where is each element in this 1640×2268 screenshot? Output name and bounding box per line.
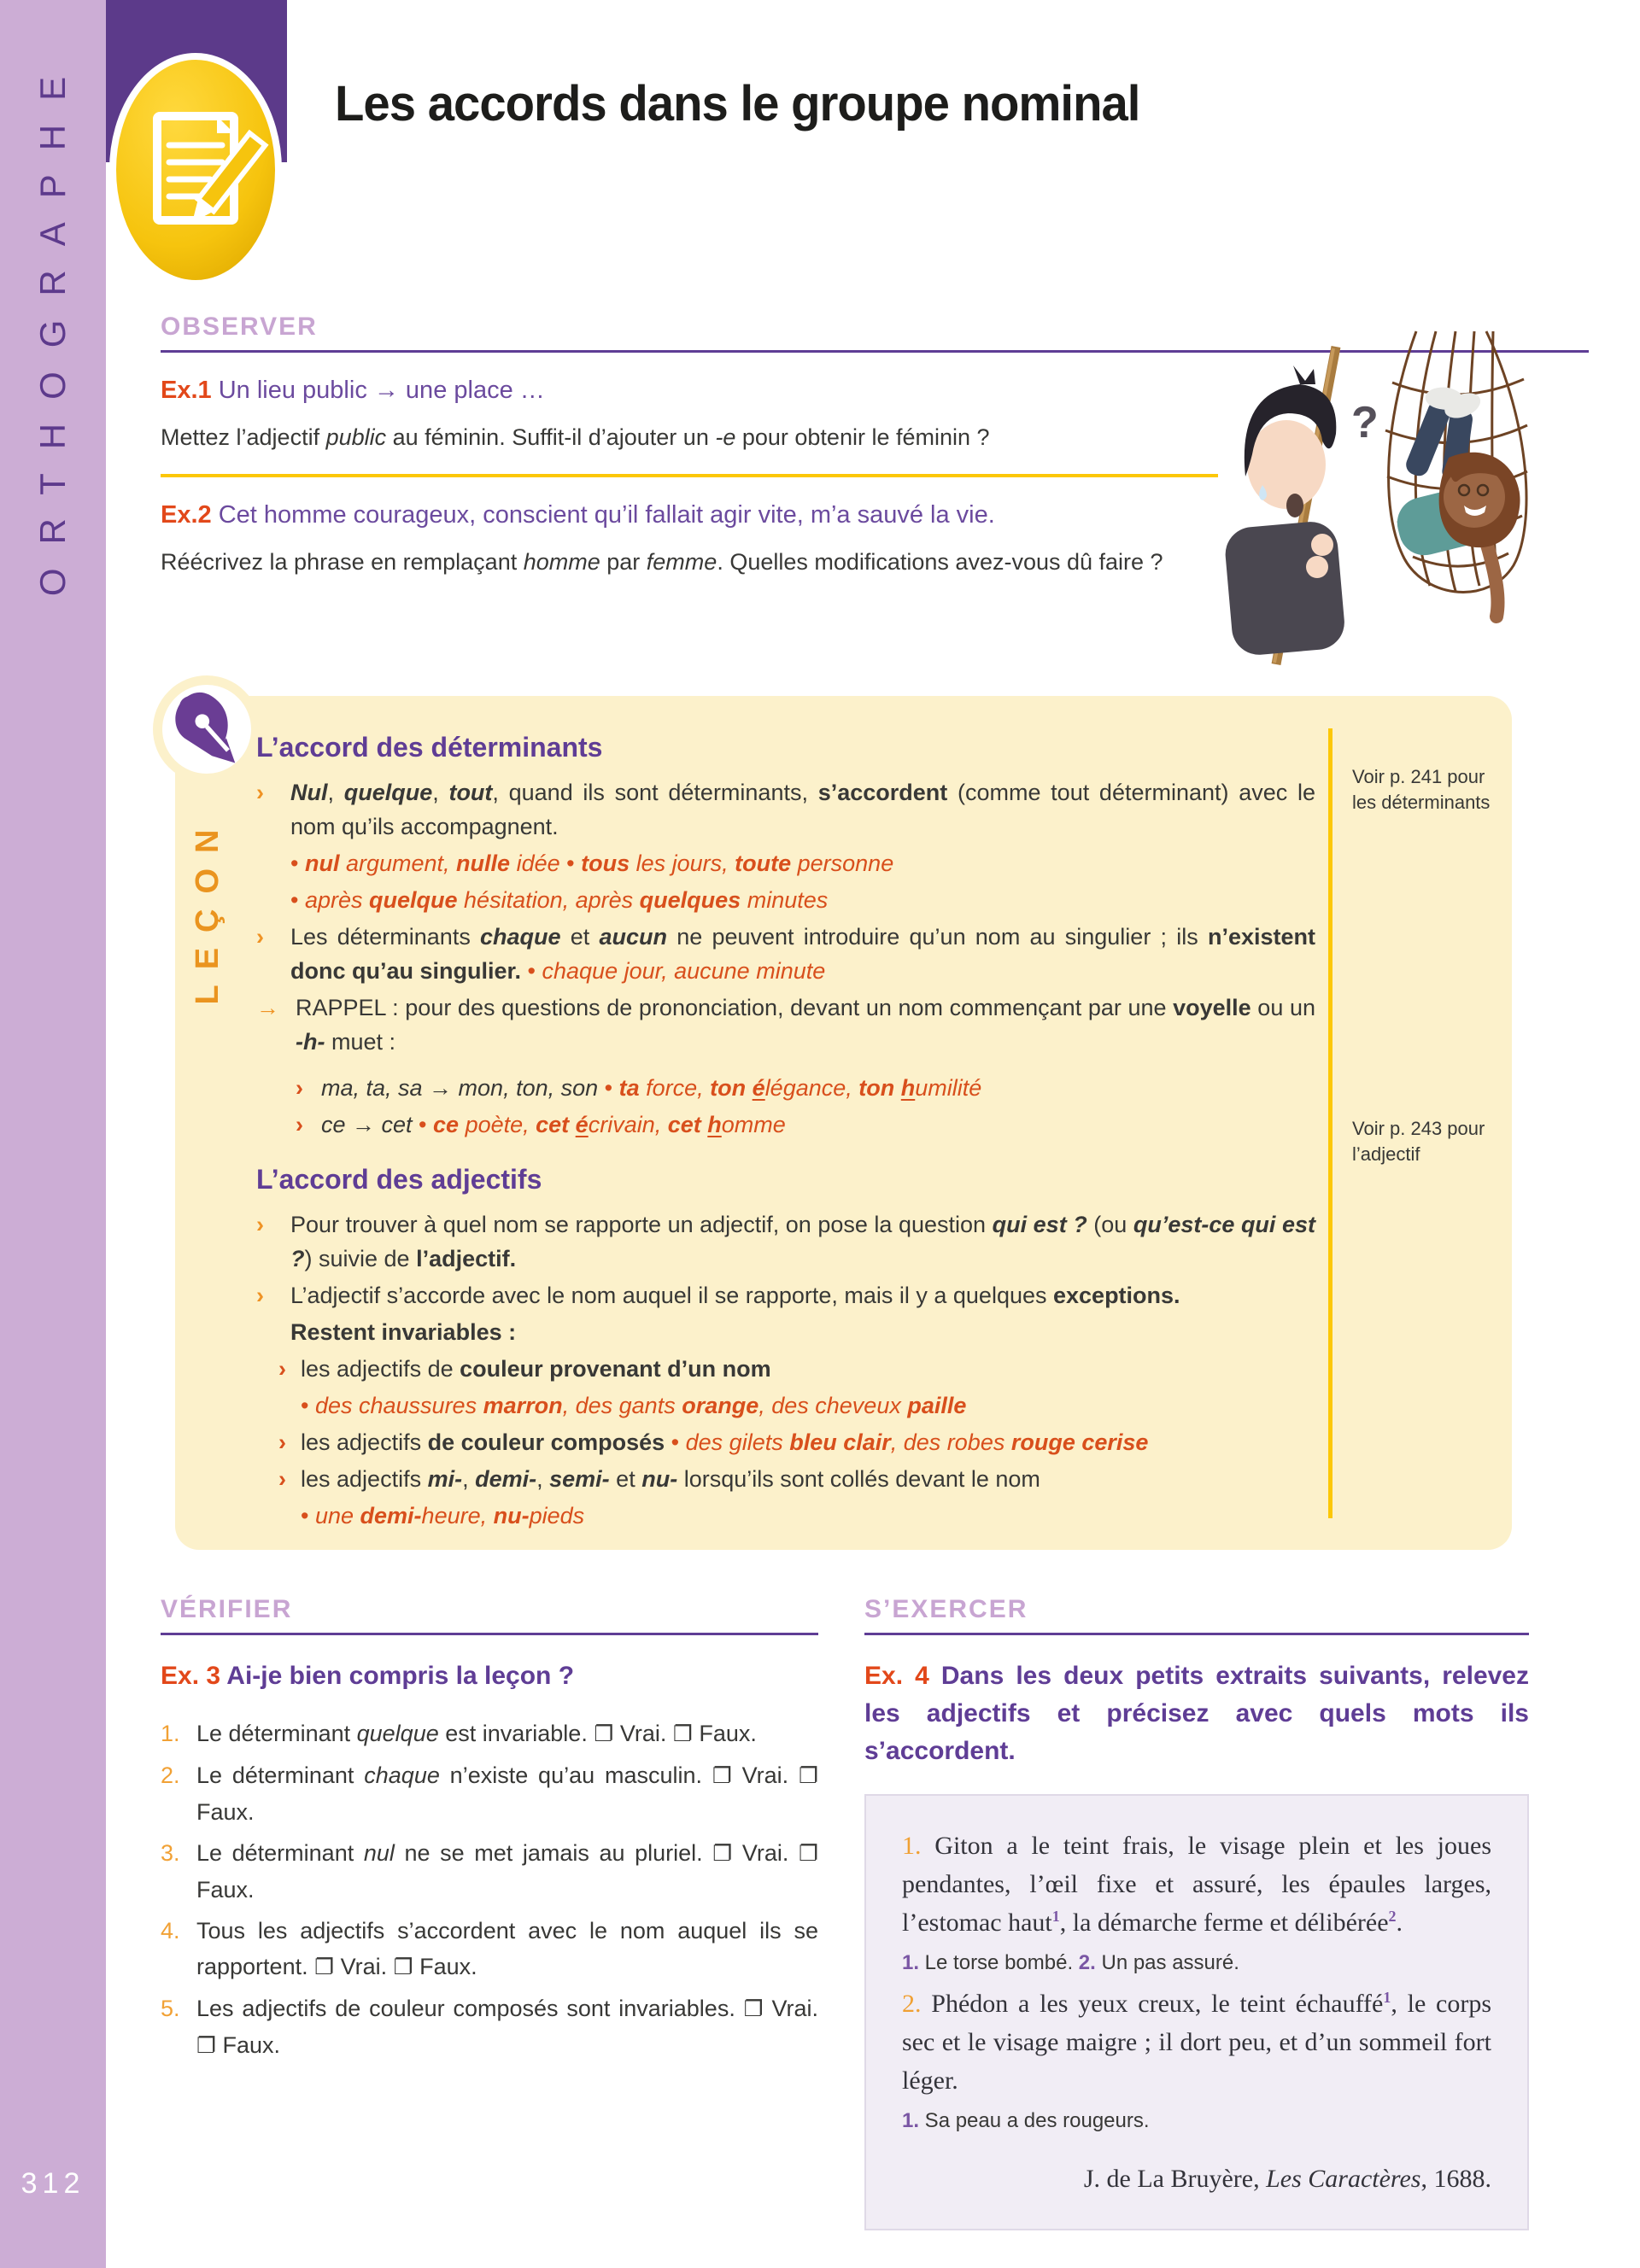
text-segment: -e xyxy=(715,424,736,450)
text-segment: Dans les deux petits extraits suivants, relevez les adjectifs et précisez avec quels mots ils s’accordent. xyxy=(864,1662,1529,1765)
verifier-section-label: VÉRIFIER xyxy=(161,1595,818,1635)
text-segment: l’adjectif. xyxy=(416,1246,517,1271)
text-segment: Les Caractères xyxy=(1266,2165,1421,2193)
text-segment: demi- xyxy=(475,1466,537,1492)
lesson-heading-adjectifs: L’accord des adjectifs xyxy=(256,1164,542,1195)
exercise-3-heading xyxy=(161,1657,818,1695)
text-segment: , xyxy=(327,780,344,805)
lesson-rule-item xyxy=(256,1388,1315,1423)
pen-nib-icon xyxy=(153,675,261,783)
text-segment: quelque xyxy=(369,887,458,913)
sexercer-section xyxy=(864,1595,1529,2230)
chevron-marker-icon: › xyxy=(256,780,264,805)
lesson-cross-reference-2: Voir p. 243 pour l’adjectif xyxy=(1352,1118,1485,1165)
text-segment: • xyxy=(604,1075,619,1101)
text-segment: -h- xyxy=(296,1029,325,1055)
text-segment: qui est ? xyxy=(992,1212,1087,1237)
text-segment: • xyxy=(521,958,542,984)
text-segment: Nul xyxy=(290,780,328,805)
text-segment: , 1688. xyxy=(1420,2165,1491,2193)
text-segment: Ex. 3 xyxy=(161,1662,227,1690)
text-segment: , des robes xyxy=(890,1429,1011,1455)
text-segment: les adjectifs xyxy=(301,1466,428,1492)
text-segment: , la démarche ferme et délibérée xyxy=(1059,1909,1389,1937)
text-segment: Les déterminants xyxy=(290,924,481,950)
text-segment: ❐ xyxy=(743,1996,764,2022)
chevron-marker-icon: › xyxy=(278,1429,286,1455)
text-segment: • xyxy=(419,1112,434,1137)
lesson-rule-item xyxy=(256,883,1315,917)
lesson-rule-item xyxy=(256,1425,1315,1459)
true-false-item xyxy=(161,1913,818,1985)
text-segment: Les adjectifs de couleur composés sont invariables. xyxy=(196,1996,744,2021)
text-segment: couleur provenant d’un nom xyxy=(460,1356,771,1382)
text-segment: s’accordent xyxy=(817,780,948,805)
document-pencil-icon xyxy=(109,51,284,289)
text-segment: cet xyxy=(536,1112,576,1137)
text-segment: crivain, xyxy=(588,1112,668,1137)
quote-paragraphs xyxy=(902,1827,1491,2136)
lesson-content xyxy=(256,732,1315,1535)
text-segment: au féminin. Suffit-il d’ajouter un xyxy=(386,424,716,450)
text-segment: rouge cerise xyxy=(1010,1429,1149,1455)
text-segment: , xyxy=(432,780,449,805)
text-segment: nul xyxy=(304,850,340,876)
text-segment: • xyxy=(665,1429,686,1455)
text-segment: • xyxy=(290,887,305,913)
text-segment: est invariable. xyxy=(438,1721,594,1746)
text-segment: • xyxy=(301,1393,315,1418)
text-segment: les adjectifs xyxy=(301,1429,428,1455)
text-segment: ne peuvent introduire qu’un nom au singulier ; ils xyxy=(667,924,1208,950)
text-segment: Vrai. xyxy=(334,1954,394,1979)
text-segment: des chaussures xyxy=(314,1393,483,1418)
text-segment: RAPPEL : pour des questions de prononciation, devant un nom commençant par une xyxy=(296,995,1174,1020)
exercise-4-heading xyxy=(864,1657,1529,1770)
lesson-cross-reference-1: Voir p. 241 pour les déterminants xyxy=(1352,766,1491,813)
chevron-marker-icon: › xyxy=(256,1212,264,1237)
text-segment: Le déterminant xyxy=(196,1840,364,1866)
text-segment: Faux. xyxy=(196,1799,255,1825)
chevron-marker-icon: › xyxy=(256,924,264,950)
text-segment: chaque xyxy=(364,1762,440,1788)
lesson-rule-item xyxy=(256,1207,1315,1276)
sexercer-section-label: S’EXERCER xyxy=(864,1595,1529,1635)
lesson-heading-determinants: L’accord des déterminants xyxy=(256,732,603,763)
text-segment: 2. xyxy=(1078,1951,1096,1974)
text-segment: voyelle xyxy=(1173,995,1251,1020)
lesson-rule-item xyxy=(256,991,1315,1059)
text-segment: par xyxy=(600,549,647,575)
text-segment: , xyxy=(462,1466,476,1492)
text-segment: Pour trouver à quel nom se rapporte un adjectif, on pose la question xyxy=(290,1212,993,1237)
lesson-rule-item xyxy=(256,1108,1315,1142)
lecon-vertical-label: LEÇON xyxy=(190,814,226,1005)
text-segment: ❐ xyxy=(393,1955,413,1980)
text-segment: paille xyxy=(907,1393,967,1418)
text-segment: exceptions. xyxy=(1053,1283,1180,1308)
text-segment: Vrai. xyxy=(732,1840,799,1866)
lesson-box xyxy=(175,696,1512,1550)
text-segment: semi- xyxy=(549,1466,610,1492)
text-segment: lorsqu’ils sont collés devant le nom xyxy=(677,1466,1040,1492)
text-segment: et xyxy=(560,924,600,950)
text-segment: Vrai. xyxy=(763,1996,819,2021)
text-segment: quelque xyxy=(343,780,433,805)
chevron-marker-icon: › xyxy=(296,1075,303,1101)
quote-paragraph xyxy=(902,1827,1491,1942)
exercise-2-instruction xyxy=(161,544,1215,580)
text-segment: Mettez l’adjectif xyxy=(161,424,326,450)
text-segment: homme xyxy=(523,549,600,575)
true-false-item xyxy=(161,1716,818,1752)
text-segment: Sa peau a des rougeurs. xyxy=(919,2109,1150,2132)
text-segment: J. de La Bruyère, xyxy=(1083,2165,1267,2193)
text-segment: qu’est-ce qui est ? xyxy=(290,1212,1315,1271)
quote-paragraph xyxy=(902,1984,1491,2100)
text-segment: . Quelles modifications avez-vous dû faire ? xyxy=(717,549,1163,575)
text-segment: ❐ xyxy=(594,1721,614,1747)
text-segment: • xyxy=(301,1503,315,1529)
text-segment: Faux. xyxy=(216,2032,281,2058)
text-segment: public xyxy=(325,424,387,450)
text-segment: chaque jour, aucune minute xyxy=(542,958,826,984)
arrow-marker-icon: → xyxy=(256,995,279,1020)
item-number: 3. xyxy=(161,1840,180,1866)
text-segment: toute xyxy=(735,850,792,876)
true-false-list xyxy=(161,1716,818,2064)
text-segment: ta xyxy=(618,1075,640,1101)
question-mark-label: ? xyxy=(1351,398,1379,447)
lesson-list-adjectifs xyxy=(256,1207,1315,1533)
lesson-rule-item xyxy=(256,1462,1315,1496)
true-false-item xyxy=(161,1757,818,1830)
text-segment: minutes xyxy=(741,887,829,913)
text-segment: chaque xyxy=(480,924,561,950)
text-segment: • xyxy=(290,850,305,876)
text-segment: Réécrivez la phrase en remplaçant xyxy=(161,549,524,575)
text-segment: (ou xyxy=(1086,1212,1133,1237)
text-segment: L’adjectif s’accorde avec le nom auquel il se rapporte, mais il y a quelques xyxy=(290,1283,1053,1308)
text-segment: (comme tout déterminant) avec le nom qu’ils accompagnent. xyxy=(290,780,1315,839)
text-segment: , le corps sec et le visage maigre ; il dort peu, et d’un sommeil fort léger. xyxy=(902,1990,1491,2095)
text-segment: nu- xyxy=(493,1503,530,1529)
text-segment: orange xyxy=(682,1393,759,1418)
text-segment: argument, xyxy=(339,850,457,876)
boy-and-net-illustration xyxy=(1192,330,1558,673)
text-segment: Vrai. xyxy=(731,1762,799,1788)
sidebar xyxy=(0,0,106,2268)
text-segment: nul xyxy=(363,1840,395,1866)
text-segment: é xyxy=(752,1075,765,1101)
text-segment: tous xyxy=(581,850,630,876)
lesson-rule-item xyxy=(256,1499,1315,1533)
true-false-item xyxy=(161,1990,818,2064)
item-number: 5. xyxy=(161,1996,180,2021)
text-segment: 1. xyxy=(902,1951,920,1974)
quote-paragraph xyxy=(902,1949,1491,1978)
text-segment: de couleur composés xyxy=(427,1429,665,1455)
text-segment: Faux. xyxy=(692,1721,757,1746)
chevron-marker-icon: › xyxy=(256,1283,264,1308)
text-segment: Restent invariables : xyxy=(290,1319,517,1345)
text-segment: Ai-je bien compris la leçon ? xyxy=(226,1662,575,1690)
text-segment: Ex. 4 xyxy=(864,1662,941,1690)
text-segment: ❐ xyxy=(672,1721,693,1747)
text-segment: pieds xyxy=(529,1503,585,1529)
text-segment: heure, xyxy=(421,1503,494,1529)
text-segment: des gilets xyxy=(685,1429,790,1455)
true-false-item xyxy=(161,1835,818,1908)
item-number: 4. xyxy=(161,1918,180,1944)
quote-box xyxy=(864,1794,1529,2230)
text-segment: ❐ xyxy=(712,1763,732,1789)
text-segment: Le déterminant xyxy=(196,1762,365,1788)
quote-attribution xyxy=(902,2160,1491,2198)
text-segment: aucun xyxy=(599,924,668,950)
exercise-1-instruction xyxy=(161,419,1215,455)
text-segment: Faux. xyxy=(413,1954,477,1979)
lesson-rule-item xyxy=(256,1315,1315,1349)
text-segment: idée xyxy=(510,850,567,876)
text-segment: Vrai. xyxy=(613,1721,673,1746)
text-segment: . xyxy=(1396,1909,1403,1937)
text-segment: mi- xyxy=(427,1466,463,1492)
text-segment: Cet homme courageux, conscient qu’il fallait agir vite, m’a sauvé la vie. xyxy=(218,501,995,529)
quote-paragraph xyxy=(902,2107,1491,2136)
text-segment: quelque xyxy=(356,1721,439,1746)
text-segment: n’existe qu’au masculin. xyxy=(439,1762,712,1788)
text-segment: 1 xyxy=(1051,1908,1060,1925)
lesson-list-determinants xyxy=(256,775,1315,1142)
text-segment: 1. xyxy=(902,2109,920,2132)
verifier-section xyxy=(161,1595,818,2069)
text-segment: • xyxy=(566,850,582,876)
text-segment: cet xyxy=(667,1112,708,1137)
text-segment: les adjectifs de xyxy=(301,1356,460,1382)
text-segment: Le torse bombé. xyxy=(919,1951,1079,1974)
text-segment: ton xyxy=(710,1075,753,1101)
page-number: 312 xyxy=(20,2167,85,2200)
text-segment: force, xyxy=(639,1075,711,1101)
lesson-rule-item xyxy=(256,920,1315,988)
text-segment: Un pas assuré. xyxy=(1095,1951,1239,1974)
text-segment: Un lieu public → une place … xyxy=(218,377,545,404)
text-segment: ce → cet xyxy=(321,1112,419,1137)
text-segment: ❐ xyxy=(196,2033,216,2059)
text-segment: Phédon a les yeux creux, le teint échauffé xyxy=(931,1990,1384,2018)
observer-section-label: OBSERVER xyxy=(161,313,1589,353)
lesson-rule-item xyxy=(256,1278,1315,1312)
text-segment: Le déterminant xyxy=(196,1721,357,1746)
chevron-marker-icon: › xyxy=(278,1356,286,1382)
text-segment: ma, ta, sa → mon, ton, son xyxy=(321,1075,605,1101)
lesson-rule-item xyxy=(256,1071,1315,1105)
text-segment: é xyxy=(575,1112,589,1137)
item-number: 1. xyxy=(161,1721,180,1746)
text-segment: une xyxy=(314,1503,360,1529)
text-segment: , des cheveux xyxy=(758,1393,908,1418)
text-segment: nulle xyxy=(456,850,511,876)
text-segment: ❐ xyxy=(798,1763,818,1789)
yellow-divider xyxy=(161,474,1218,477)
text-segment: nu- xyxy=(641,1466,678,1492)
text-segment: n’existent donc qu’au singulier. xyxy=(290,924,1315,984)
text-segment: Ex.1 xyxy=(161,377,219,404)
text-segment: , quand ils sont déterminants, xyxy=(492,780,818,805)
lesson-rule-item xyxy=(256,775,1315,844)
text-segment: omme xyxy=(721,1112,786,1137)
page-title: Les accords dans le groupe nominal xyxy=(335,76,1140,132)
orthographe-vertical-label: ORTHOGRAPHE xyxy=(32,52,73,597)
text-segment: ❐ xyxy=(798,1841,818,1867)
text-segment: Tous les adjectifs s’accordent avec le nom auquel ils se rapportent. xyxy=(196,1918,818,1979)
item-number: 1. xyxy=(902,1832,935,1860)
text-segment: poète, xyxy=(459,1112,536,1137)
text-segment: marron xyxy=(483,1393,563,1418)
text-segment: légance, xyxy=(764,1075,859,1101)
text-segment: 2 xyxy=(1388,1908,1397,1925)
text-segment: ❐ xyxy=(314,1955,335,1980)
text-segment: ou un xyxy=(1250,995,1315,1020)
text-segment: ne se met jamais au pluriel. xyxy=(394,1840,713,1866)
text-segment: umilité xyxy=(915,1075,982,1101)
text-segment: muet : xyxy=(325,1029,396,1055)
text-segment: Giton a le teint frais, le visage plein et les joues pendantes, l’œil fixe et assuré, les épaules larges, l’estomac haut xyxy=(902,1832,1491,1937)
lesson-rule-item xyxy=(256,846,1315,880)
lesson-note-divider xyxy=(1328,728,1332,1518)
text-segment: Faux. xyxy=(196,1877,255,1903)
text-segment: pour obtenir le féminin ? xyxy=(735,424,990,450)
text-segment: , des gants xyxy=(562,1393,682,1418)
chevron-marker-icon: › xyxy=(296,1112,303,1137)
text-segment: femme xyxy=(646,549,718,575)
text-segment: bleu clair xyxy=(789,1429,891,1455)
text-segment: et xyxy=(609,1466,642,1492)
item-number: 2. xyxy=(902,1990,932,2018)
text-segment: personne xyxy=(791,850,894,876)
text-segment: ❐ xyxy=(712,1841,733,1867)
text-segment: les jours, xyxy=(630,850,735,876)
text-segment: ton xyxy=(858,1075,901,1101)
text-segment: 1 xyxy=(1383,1989,1391,2006)
text-segment: Ex.2 xyxy=(161,501,219,529)
text-segment: h xyxy=(707,1112,722,1137)
chevron-marker-icon: › xyxy=(278,1466,286,1492)
text-segment: h xyxy=(900,1075,916,1101)
text-segment: tout xyxy=(448,780,493,805)
lesson-rule-item xyxy=(256,1352,1315,1386)
text-segment: , xyxy=(536,1466,550,1492)
text-segment: quelques xyxy=(639,887,741,913)
text-segment: demi- xyxy=(360,1503,422,1529)
item-number: 2. xyxy=(161,1762,180,1788)
text-segment: ce xyxy=(433,1112,460,1137)
text-segment: après xyxy=(304,887,370,913)
text-segment: ) suivie de xyxy=(304,1246,417,1271)
text-segment: hésitation, après xyxy=(457,887,640,913)
